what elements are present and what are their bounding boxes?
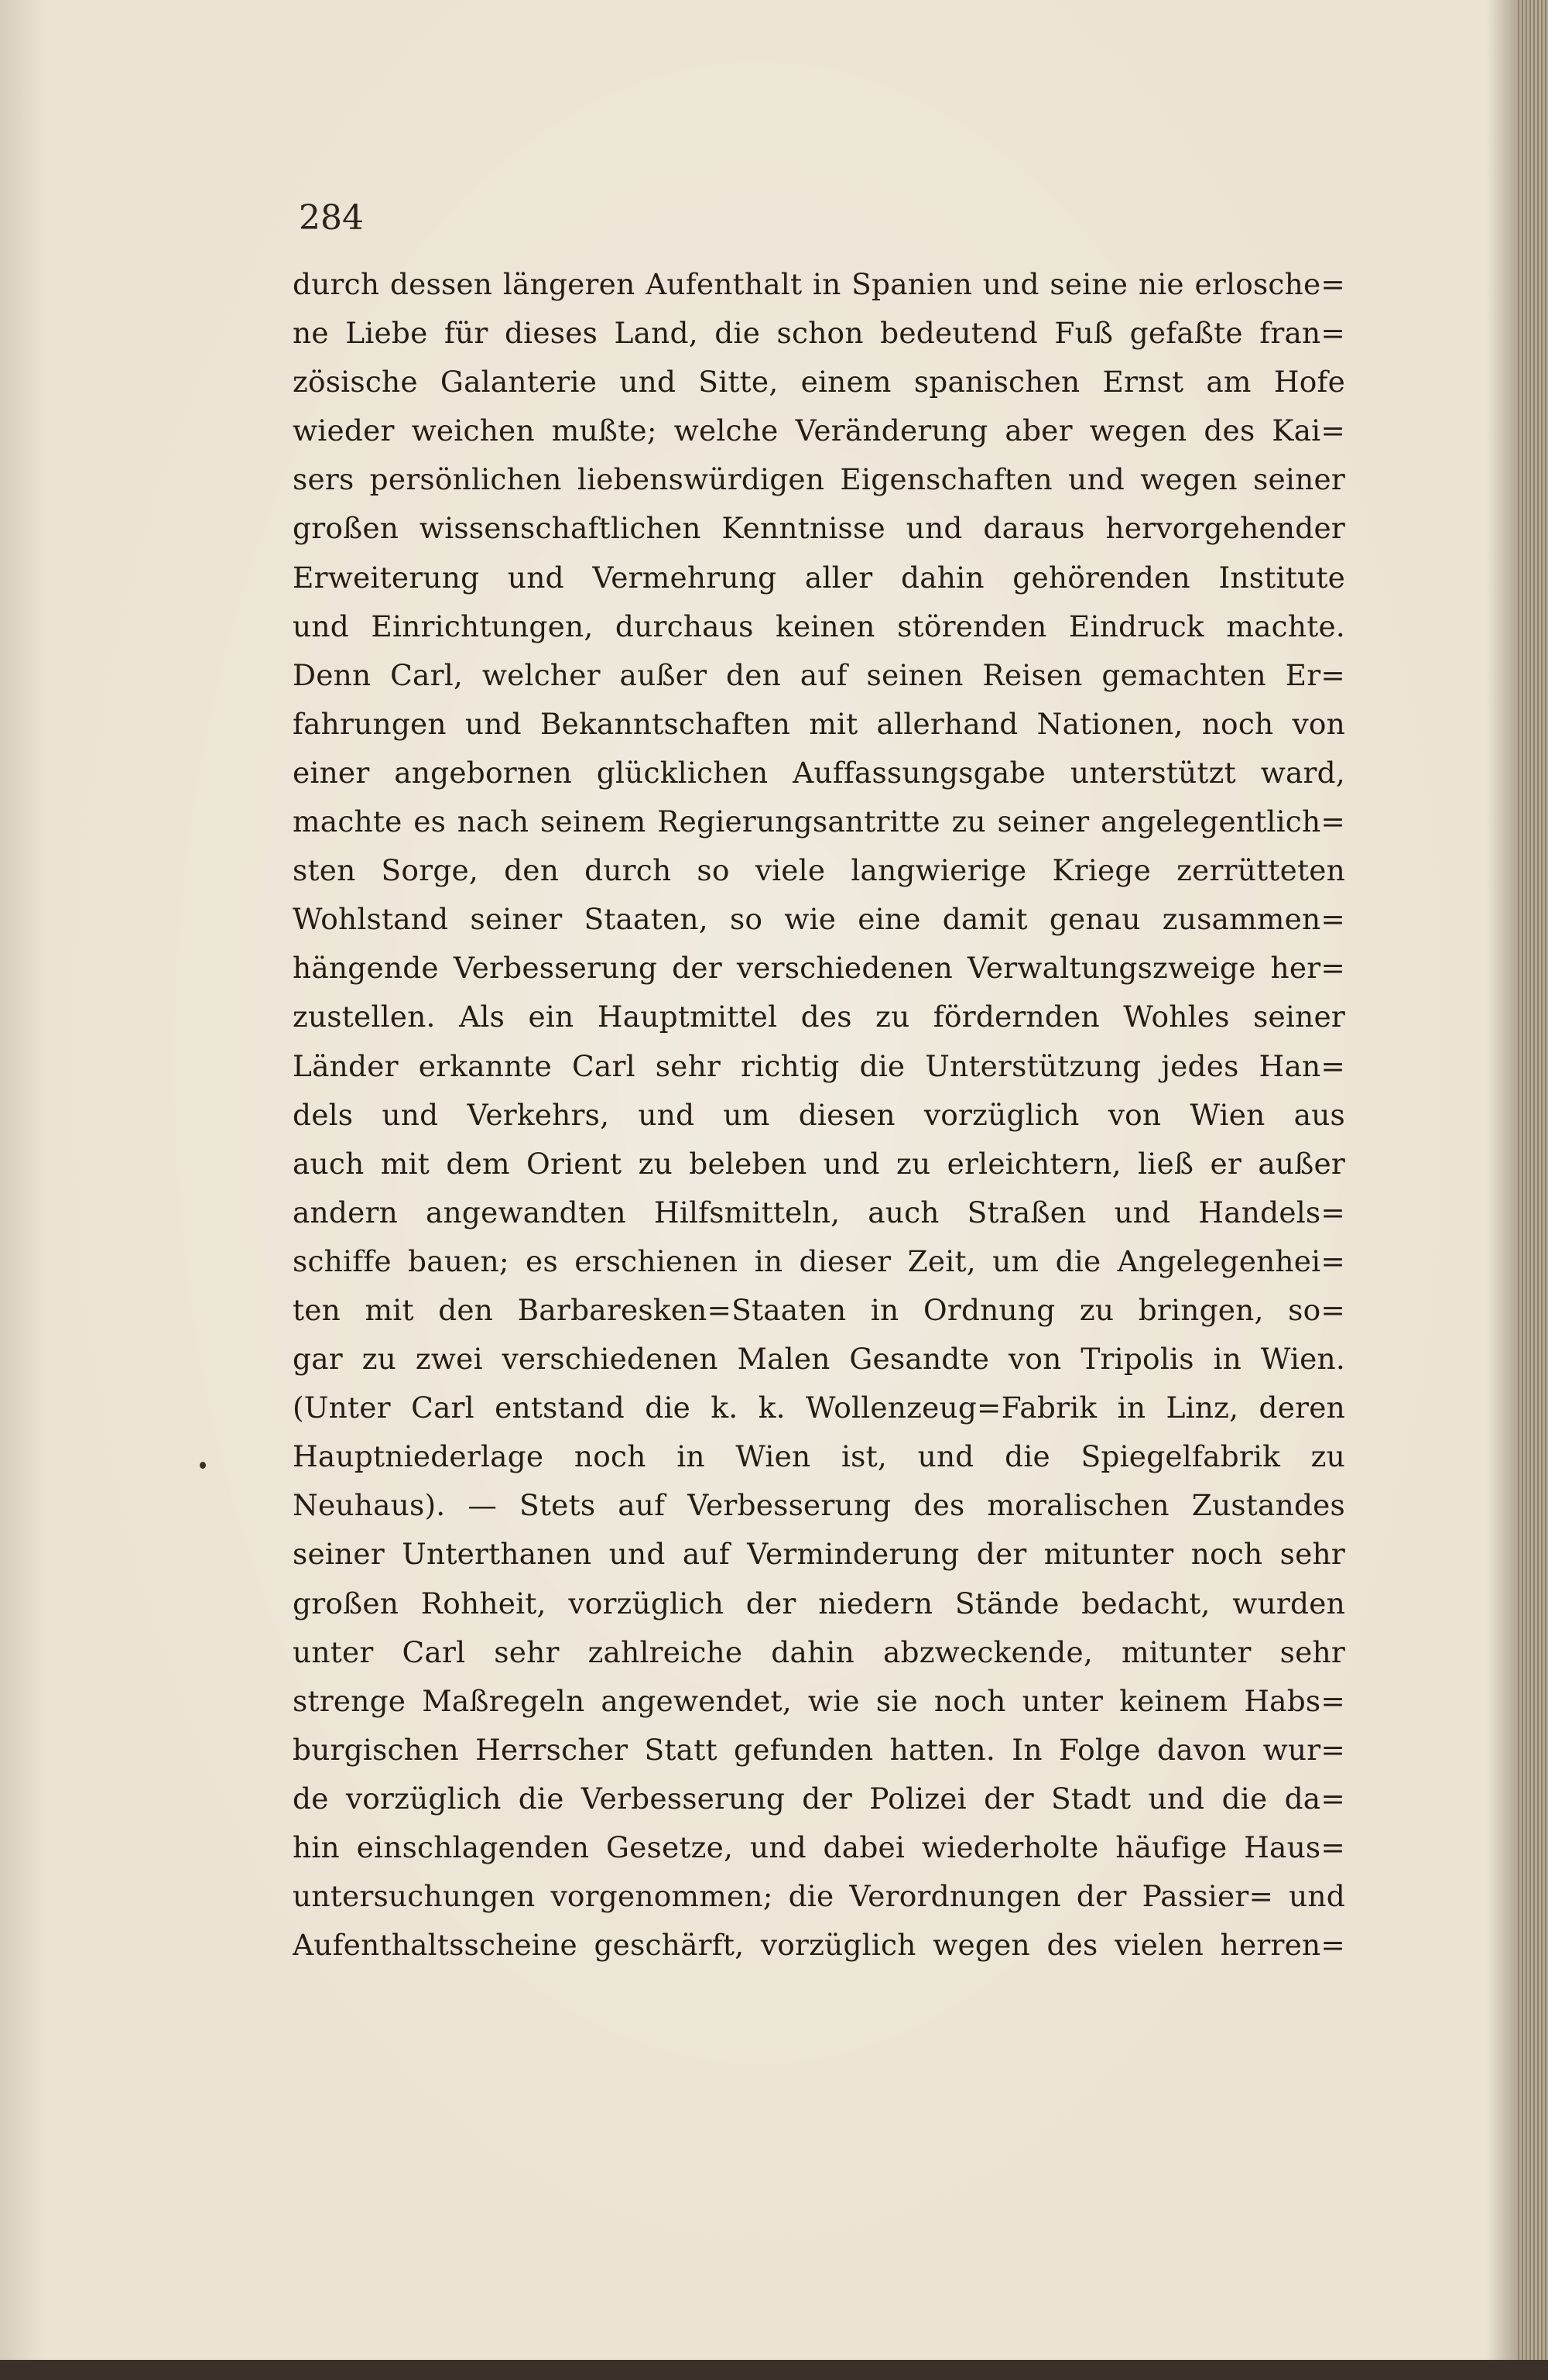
text-line: Erweiterung und Vermehrung aller dahin gehörenden Institute: [293, 560, 1345, 595]
text-line: ten mit den Barbaresken=Staaten in Ordnung zu bringen, so=: [293, 1292, 1345, 1327]
text-line: untersuchungen vorgenommen; die Verordnungen der Passier= und: [293, 1879, 1345, 1914]
ink-spot: [200, 1462, 206, 1469]
text-line: burgischen Herrscher Statt gefunden hatten. In Folge davon wur=: [293, 1732, 1345, 1767]
text-line: hin einschlagenden Gesetze, und dabei wiederholte häufige Haus=: [293, 1830, 1345, 1864]
text-line: fahrungen und Bekanntschaften mit allerhand Nationen, noch von: [293, 706, 1345, 741]
text-line: wieder weichen mußte; welche Veränderung aber wegen des Kai=: [293, 413, 1345, 448]
body-text: [293, 260, 1345, 1970]
text-line: unter Carl sehr zahlreiche dahin abzweckende, mitunter sehr: [293, 1634, 1345, 1669]
text-line: (Unter Carl entstand die k. k. Wollenzeug=Fabrik in Linz, deren: [293, 1391, 1345, 1425]
text-line: einer angebornen glücklichen Auffassungsgabe unterstützt ward,: [293, 755, 1345, 790]
text-line: gar zu zwei verschiedenen Malen Gesandte von Tripolis in Wien.: [293, 1342, 1345, 1377]
text-line: durch dessen längeren Aufenthalt in Spanien und seine nie erlosche=: [293, 267, 1345, 301]
text-line: großen wissenschaftlichen Kenntnisse und daraus hervorgehender: [293, 511, 1345, 546]
text-line: seiner Unterthanen und auf Verminderung der mitunter noch sehr: [293, 1537, 1345, 1572]
text-line: dels und Verkehrs, und um diesen vorzüglich von Wien aus: [293, 1097, 1345, 1132]
text-line: Neuhaus). — Stets auf Verbesserung des moralischen Zustandes: [293, 1488, 1345, 1523]
text-line: und Einrichtungen, durchaus keinen störenden Eindruck machte.: [293, 609, 1345, 643]
text-line: ne Liebe für dieses Land, die schon bedeutend Fuß gefaßte fran=: [293, 316, 1345, 351]
text-line: Hauptniederlage noch in Wien ist, und die Spiegelfabrik zu: [293, 1439, 1345, 1474]
text-line: zustellen. Als ein Hauptmittel des zu fördernden Wohles seiner: [293, 1000, 1345, 1034]
text-line: sten Sorge, den durch so viele langwierige Kriege zerrütteten: [293, 853, 1345, 888]
text-line: strenge Maßregeln angewendet, wie sie noch unter keinem Habs=: [293, 1683, 1345, 1718]
text-line: hängende Verbesserung der verschiedenen Verwaltungszweige her=: [293, 951, 1345, 986]
page-number: 284: [299, 198, 364, 238]
page-fore-edge: [1515, 0, 1548, 2380]
bottom-edge-shadow: [0, 2360, 1548, 2380]
text-line: zösische Galanterie und Sitte, einem spanischen Ernst am Hofe: [293, 365, 1345, 400]
text-line: machte es nach seinem Regierungsantritte zu seiner angelegentlich=: [293, 804, 1345, 839]
text-line: schiffe bauen; es erschienen in dieser Zeit, um die Angelegenhei=: [293, 1243, 1345, 1278]
text-line: Aufenthaltsscheine geschärft, vorzüglich wegen des vielen herren=: [293, 1928, 1345, 1963]
text-line: auch mit dem Orient zu beleben und zu erleichtern, ließ er außer: [293, 1146, 1345, 1181]
text-line: Wohlstand seiner Staaten, so wie eine damit genau zusammen=: [293, 902, 1345, 937]
text-line: Länder erkannte Carl sehr richtig die Unterstützung jedes Han=: [293, 1048, 1345, 1083]
text-line: de vorzüglich die Verbesserung der Polizei der Stadt und die da=: [293, 1781, 1345, 1816]
text-line: andern angewandten Hilfsmitteln, auch Straßen und Handels=: [293, 1195, 1345, 1229]
text-line: sers persönlichen liebenswürdigen Eigenschaften und wegen seiner: [293, 462, 1345, 497]
text-line: großen Rohheit, vorzüglich der niedern Stände bedacht, wurden: [293, 1586, 1345, 1620]
text-line: Denn Carl, welcher außer den auf seinen Reisen gemachten Er=: [293, 657, 1345, 692]
